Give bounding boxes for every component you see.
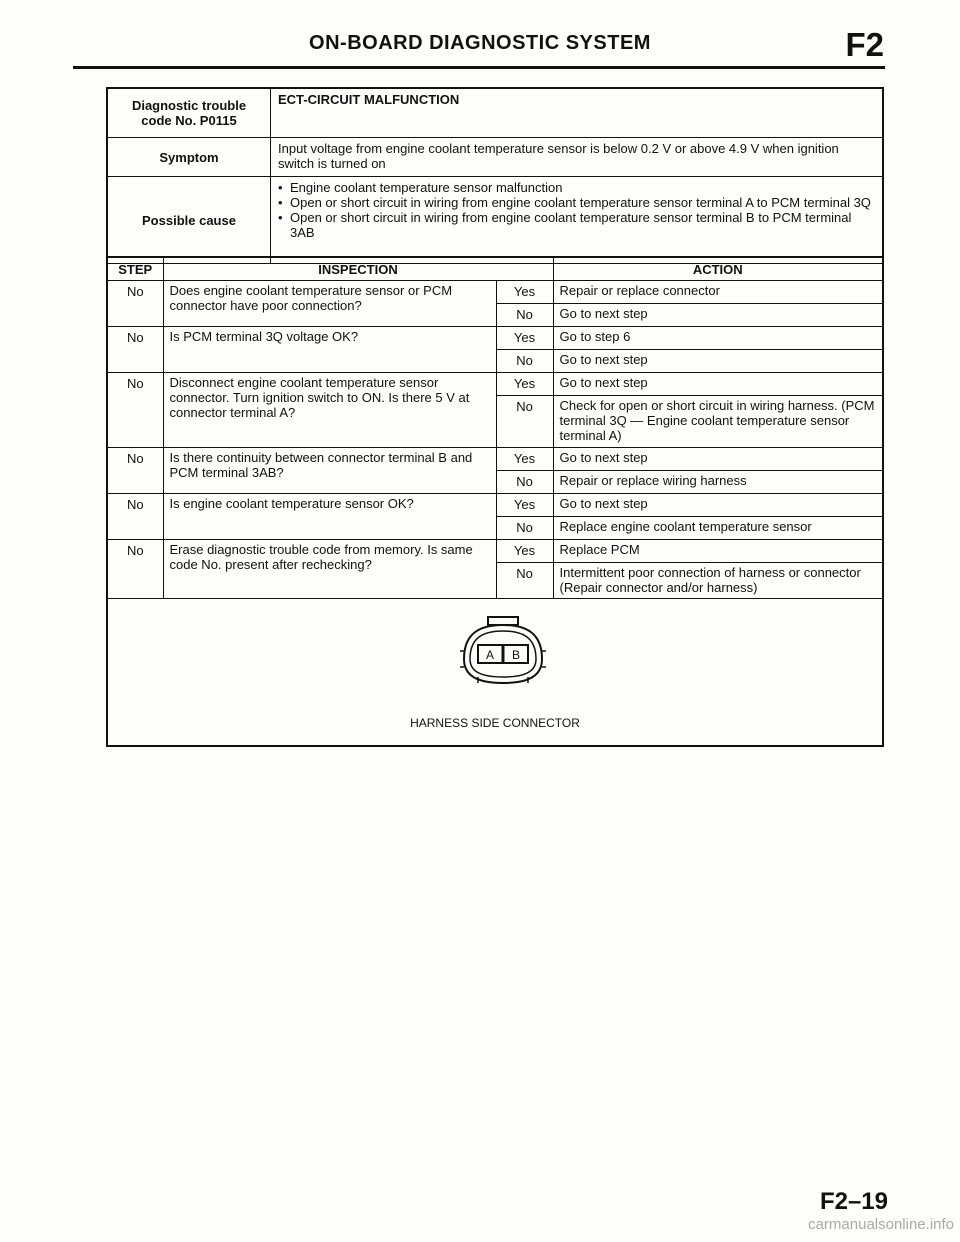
cause-list-cell	[271, 177, 883, 264]
yes-action: Go to next step	[553, 448, 882, 471]
step-number: No	[108, 327, 163, 373]
symptom-label: Symptom	[108, 138, 271, 177]
yes-label: Yes	[496, 373, 553, 396]
no-label: No	[496, 396, 553, 448]
step-number: No	[108, 540, 163, 599]
no-label: No	[496, 304, 553, 327]
harness-connector-figure	[458, 615, 548, 690]
yes-label: Yes	[496, 327, 553, 350]
no-action: Go to next step	[553, 350, 882, 373]
yes-label: Yes	[496, 281, 553, 304]
no-action: Replace engine coolant temperature sensor	[553, 517, 882, 540]
step-inspection: Does engine coolant temperature sensor or PCM connector have poor connection?	[163, 281, 496, 327]
cause-item: • Open or short circuit in wiring from engine coolant temperature sensor terminal A to PCM terminal 3Q	[278, 195, 876, 210]
dtc-value: ECT-CIRCUIT MALFUNCTION	[271, 89, 883, 138]
no-label: No	[496, 517, 553, 540]
page-number: F2–19	[819, 1188, 888, 1215]
header-inspection: INSPECTION	[163, 257, 553, 281]
section-code: F2	[845, 26, 884, 63]
terminal-a-label: A	[485, 648, 495, 662]
cause-label: Possible cause	[108, 177, 271, 264]
header-action: ACTION	[553, 257, 882, 281]
step-inspection: Is there continuity between connector terminal B and PCM terminal 3AB?	[163, 448, 496, 494]
yes-label: Yes	[496, 494, 553, 517]
no-label: No	[496, 471, 553, 494]
yes-action: Go to step 6	[553, 327, 882, 350]
step-number: No	[108, 281, 163, 327]
step-number: No	[108, 373, 163, 448]
no-label: No	[496, 350, 553, 373]
no-action: Intermittent poor connection of harness or connector (Repair connector and/or harness)	[553, 563, 882, 599]
yes-action: Repair or replace connector	[553, 281, 882, 304]
diagnostic-frame	[106, 87, 884, 747]
terminal-b-label: B	[511, 648, 521, 662]
yes-action: Go to next step	[553, 373, 882, 396]
dtc-info-table	[108, 89, 882, 264]
header-step: STEP	[108, 257, 163, 281]
no-action: Repair or replace wiring harness	[553, 471, 882, 494]
step-inspection: Disconnect engine coolant temperature sensor connector. Turn ignition switch to ON. Is there 5 V at connector terminal A?	[163, 373, 496, 448]
yes-action: Go to next step	[553, 494, 882, 517]
inspection-table	[108, 256, 882, 599]
yes-label: Yes	[496, 540, 553, 563]
header-rule	[73, 66, 885, 69]
step-inspection: Is engine coolant temperature sensor OK?	[163, 494, 496, 540]
cause-list	[278, 180, 876, 240]
yes-action: Replace PCM	[553, 540, 882, 563]
watermark: carmanualsonline.info	[808, 1216, 954, 1233]
step-inspection: Erase diagnostic trouble code from memory. Is same code No. present after rechecking?	[163, 540, 496, 599]
step-number: No	[108, 448, 163, 494]
yes-label: Yes	[496, 448, 553, 471]
dtc-label-line1: Diagnostic trouble	[131, 98, 247, 113]
cause-item: • Open or short circuit in wiring from engine coolant temperature sensor terminal B to PCM terminal 3AB	[278, 210, 876, 240]
step-inspection: Is PCM terminal 3Q voltage OK?	[163, 327, 496, 373]
cause-item: • Engine coolant temperature sensor malfunction	[278, 180, 876, 195]
no-action: Check for open or short circuit in wiring harness. (PCM terminal 3Q — Engine coolant temperature sensor terminal A)	[553, 396, 882, 448]
figure-caption: HARNESS SIDE CONNECTOR	[410, 716, 580, 730]
symptom-value: Input voltage from engine coolant temperature sensor is below 0.2 V or above 4.9 V when ignition switch is turned on	[271, 138, 883, 177]
no-action: Go to next step	[553, 304, 882, 327]
page-title: ON-BOARD DIAGNOSTIC SYSTEM	[309, 32, 651, 54]
dtc-label	[108, 89, 271, 138]
dtc-label-line2: code No. P0115	[141, 113, 237, 128]
no-label: No	[496, 563, 553, 599]
step-number: No	[108, 494, 163, 540]
